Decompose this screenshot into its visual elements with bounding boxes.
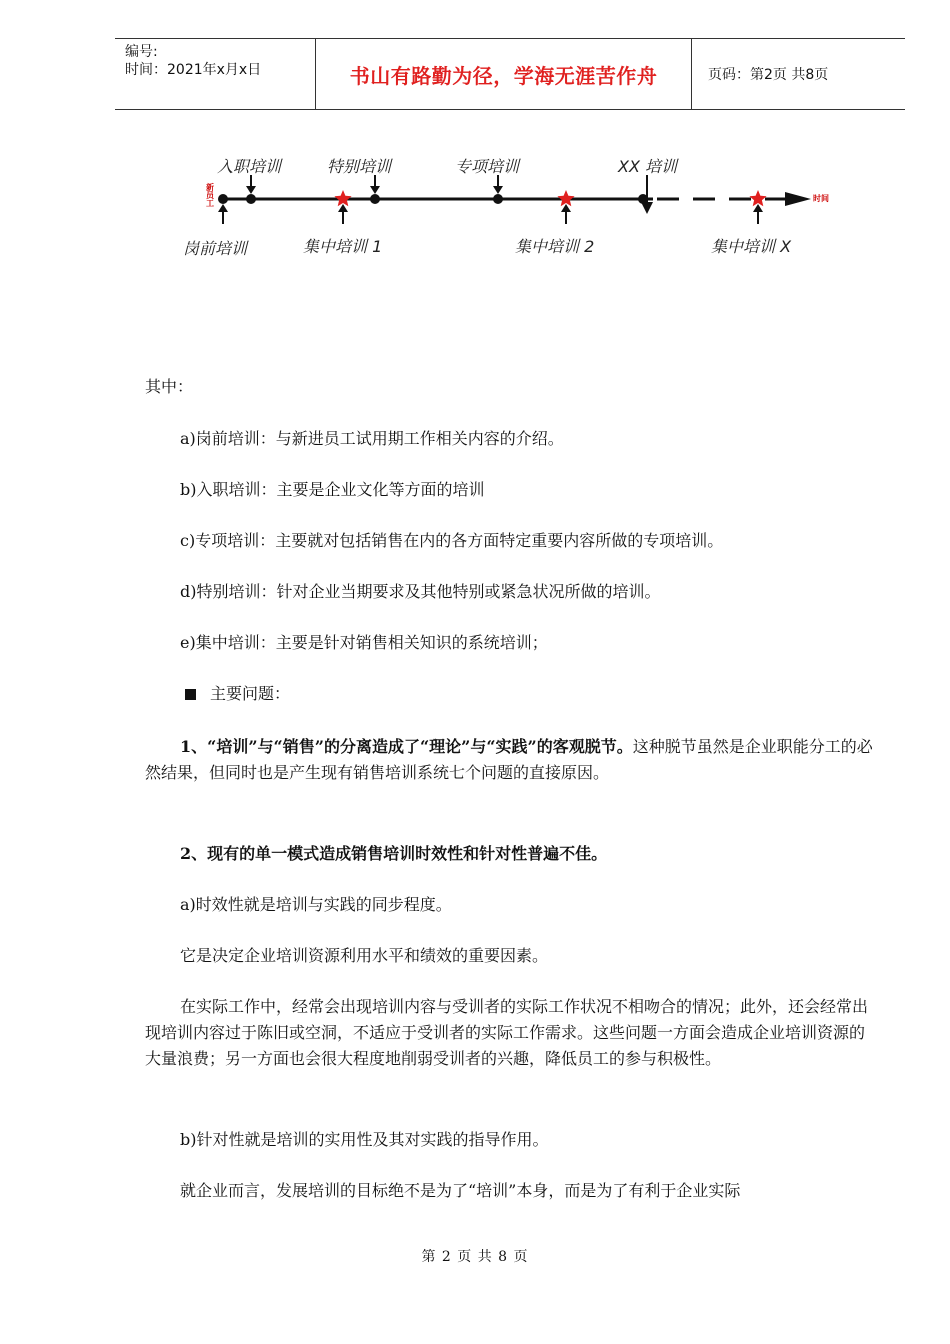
label-special-training: 特别培训: [327, 157, 392, 176]
down-arrow-topic: [493, 175, 503, 194]
label-time-axis: 时间: [813, 194, 829, 203]
item-a: a)岗前培训：与新进员工试用期工作相关内容的介绍。: [180, 429, 564, 448]
item-b: b)入职培训：主要是企业文化等方面的培训: [180, 480, 485, 499]
section-title: 主要问题：: [210, 684, 291, 703]
section-heading: [145, 681, 880, 707]
label-onboarding-training: 入职培训: [217, 157, 282, 176]
up-arrow-preboarding: [218, 204, 228, 224]
square-bullet-icon: [185, 689, 196, 700]
item-d: d)特别培训：针对企业当期要求及其他特别或紧急状况所做的培训。: [180, 582, 661, 601]
star-icon: [334, 190, 351, 206]
up-arrow-concentrated-2: [561, 204, 571, 224]
label-concentrated-training-1: 集中培训 1: [303, 237, 383, 256]
label-concentrated-training-x: 集中培训 X: [711, 237, 792, 256]
page-header: [115, 38, 905, 110]
header-motto: 书山有路勤为径，学海无涯苦作舟: [315, 39, 692, 109]
serial-label: 编号:: [125, 44, 158, 60]
paragraph-2: 2、现有的单一模式造成销售培训时效性和针对性普遍不佳。: [180, 844, 608, 863]
star-icon: [557, 190, 574, 206]
dot-special: [370, 194, 380, 204]
header-page-info: [700, 39, 905, 109]
up-arrow-concentrated-x: [753, 204, 763, 224]
paragraph-1: [145, 734, 880, 786]
label-topic-training: 专项培训: [455, 157, 520, 176]
paragraph-3: a)时效性就是培训与实践的同步程度。: [180, 895, 452, 914]
star-icon: [749, 190, 766, 206]
up-arrow-concentrated-1: [338, 204, 348, 224]
header-meta: [115, 39, 315, 109]
label-concentrated-training-2: 集中培训 2: [515, 237, 595, 256]
training-timeline: [175, 150, 845, 270]
item-e: e)集中培训：主要是针对销售相关知识的系统培训；: [180, 633, 548, 652]
timeline-arrowhead: [785, 192, 811, 206]
paragraph-4: 它是决定企业培训资源利用水平和绩效的重要因素。: [180, 946, 549, 965]
time-label: 时间：2021年x月x日: [125, 62, 262, 78]
down-arrow-onboarding: [246, 175, 256, 194]
paragraph-7: 就企业而言，发展培训的目标绝不是为了“培训”本身，而是为了有利于企业实际: [180, 1181, 741, 1200]
down-arrow-special: [370, 175, 380, 194]
intro-text: 其中：: [145, 377, 194, 396]
item-c: c)专项培训：主要就对包括销售在内的各方面特定重要内容所做的专项培训。: [180, 531, 724, 550]
paragraph-5: 在实际工作中，经常会出现培训内容与受训者的实际工作状况不相吻合的情况；此外，还会经常出现培训内容过于陈旧或空洞，不适应于受训者的实际工作需求。这些问题一方面会造成企业培训资源的大量浪费；另一方面也会很大程度地削弱受训者的兴趣，降低员工的参与积极性。: [145, 997, 869, 1068]
dot-topic: [493, 194, 503, 204]
page-footer: 第 2 页 共 8 页: [421, 1249, 529, 1265]
paragraph-1-rest: 这种脱节虽然是企业职能分工的必然结果，但同时也是产生现有销售培训系统七个问题的直接原因。: [145, 737, 873, 782]
dot-onboarding: [246, 194, 256, 204]
page-info-text: 页码：第2页 共8页: [708, 67, 829, 83]
label-preboarding-training: 岗前培训: [183, 239, 248, 258]
label-xx-training: XX 培训: [618, 157, 678, 176]
start-dot: [218, 194, 228, 204]
paragraph-6: b)针对性就是培训的实用性及其对实践的指导作用。: [180, 1130, 549, 1149]
paragraph-1-bold: 1、“培训”与“销售”的分离造成了“理论”与“实践”的客观脱节。: [180, 737, 633, 756]
label-new-employee: 新员工: [206, 183, 214, 208]
